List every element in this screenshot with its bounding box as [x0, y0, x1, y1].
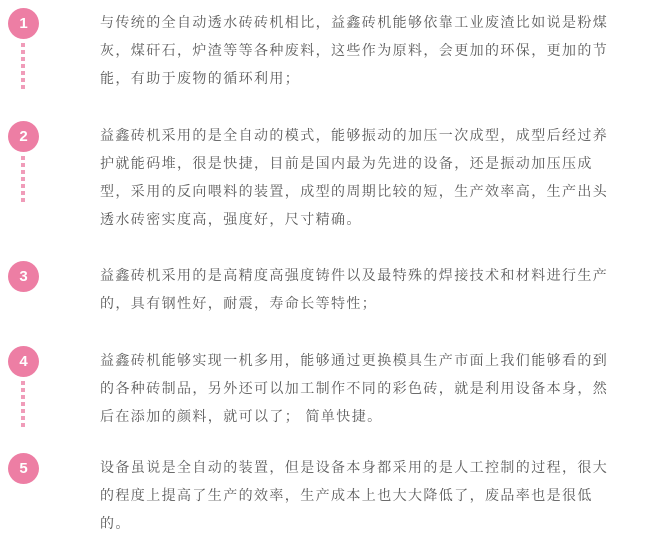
- step-number-badge: 1: [8, 8, 39, 39]
- step-rail: [8, 346, 100, 429]
- step-number-badge: 5: [8, 453, 39, 484]
- step-rail: [8, 121, 100, 204]
- paragraph-line: 型，采用的反向喂料的装置，成型的周期比较的短，生产效率高，生产出头: [100, 183, 609, 199]
- paragraph-line: 护就能码堆，很是快捷，目前是国内最为先进的设备，还是振动加压压成: [100, 155, 593, 171]
- paragraph-line: 能，有助于废物的循环利用；: [100, 70, 301, 86]
- list-item: [8, 346, 647, 430]
- list-item: [8, 261, 647, 317]
- dotted-connector-line: [21, 43, 25, 91]
- paragraph-line: 的各种砖制品，另外还可以加工制作不同的彩色砖，就是利用设备本身，然: [100, 380, 609, 396]
- paragraph: [100, 8, 647, 92]
- paragraph-line: 益鑫砖机能够实现一机多用，能够通过更换模具生产市面上我们能够看的到: [100, 352, 609, 368]
- dotted-connector-line: [21, 381, 25, 429]
- paragraph-line: 益鑫砖机采用的是高精度高强度铸件以及最特殊的焊接技术和材料进行生产: [100, 267, 609, 283]
- paragraph-line: 益鑫砖机采用的是全自动的模式，能够振动的加压一次成型，成型后经过养: [100, 127, 609, 143]
- step-number-badge: 4: [8, 346, 39, 377]
- step-number-badge: 3: [8, 261, 39, 292]
- paragraph-line: 的程度上提高了生产的效率，生产成本上也大大降低了，废品率也是很低: [100, 487, 593, 503]
- paragraph: [100, 261, 647, 317]
- paragraph-line: 设备虽说是全自动的装置，但是设备本身都采用的是人工控制的过程，很大: [100, 459, 609, 475]
- paragraph-line: 透水砖密实度高，强度好，尺寸精确。: [100, 211, 362, 227]
- paragraph-line: 灰，煤矸石，炉渣等等各种废料，这些作为原料，会更加的环保，更加的节: [100, 42, 609, 58]
- paragraph: [100, 121, 647, 233]
- step-rail: [8, 453, 100, 484]
- paragraph-line: 后在添加的颜料，就可以了； 简单快捷。: [100, 408, 383, 424]
- paragraph-line: 的，具有钢性好，耐震，寿命长等特性；: [100, 295, 378, 311]
- dotted-connector-line: [21, 156, 25, 204]
- paragraph-line: 与传统的全自动透水砖砖机相比，益鑫砖机能够依靠工业废渣比如说是粉煤: [100, 14, 609, 30]
- step-number-badge: 2: [8, 121, 39, 152]
- step-rail: [8, 261, 100, 292]
- list-item: [8, 121, 647, 233]
- paragraph: [100, 346, 647, 430]
- paragraph-line: 的。: [100, 515, 131, 531]
- paragraph: [100, 453, 647, 537]
- list-item: [8, 8, 647, 92]
- step-rail: [8, 8, 100, 91]
- list-item: [8, 453, 647, 537]
